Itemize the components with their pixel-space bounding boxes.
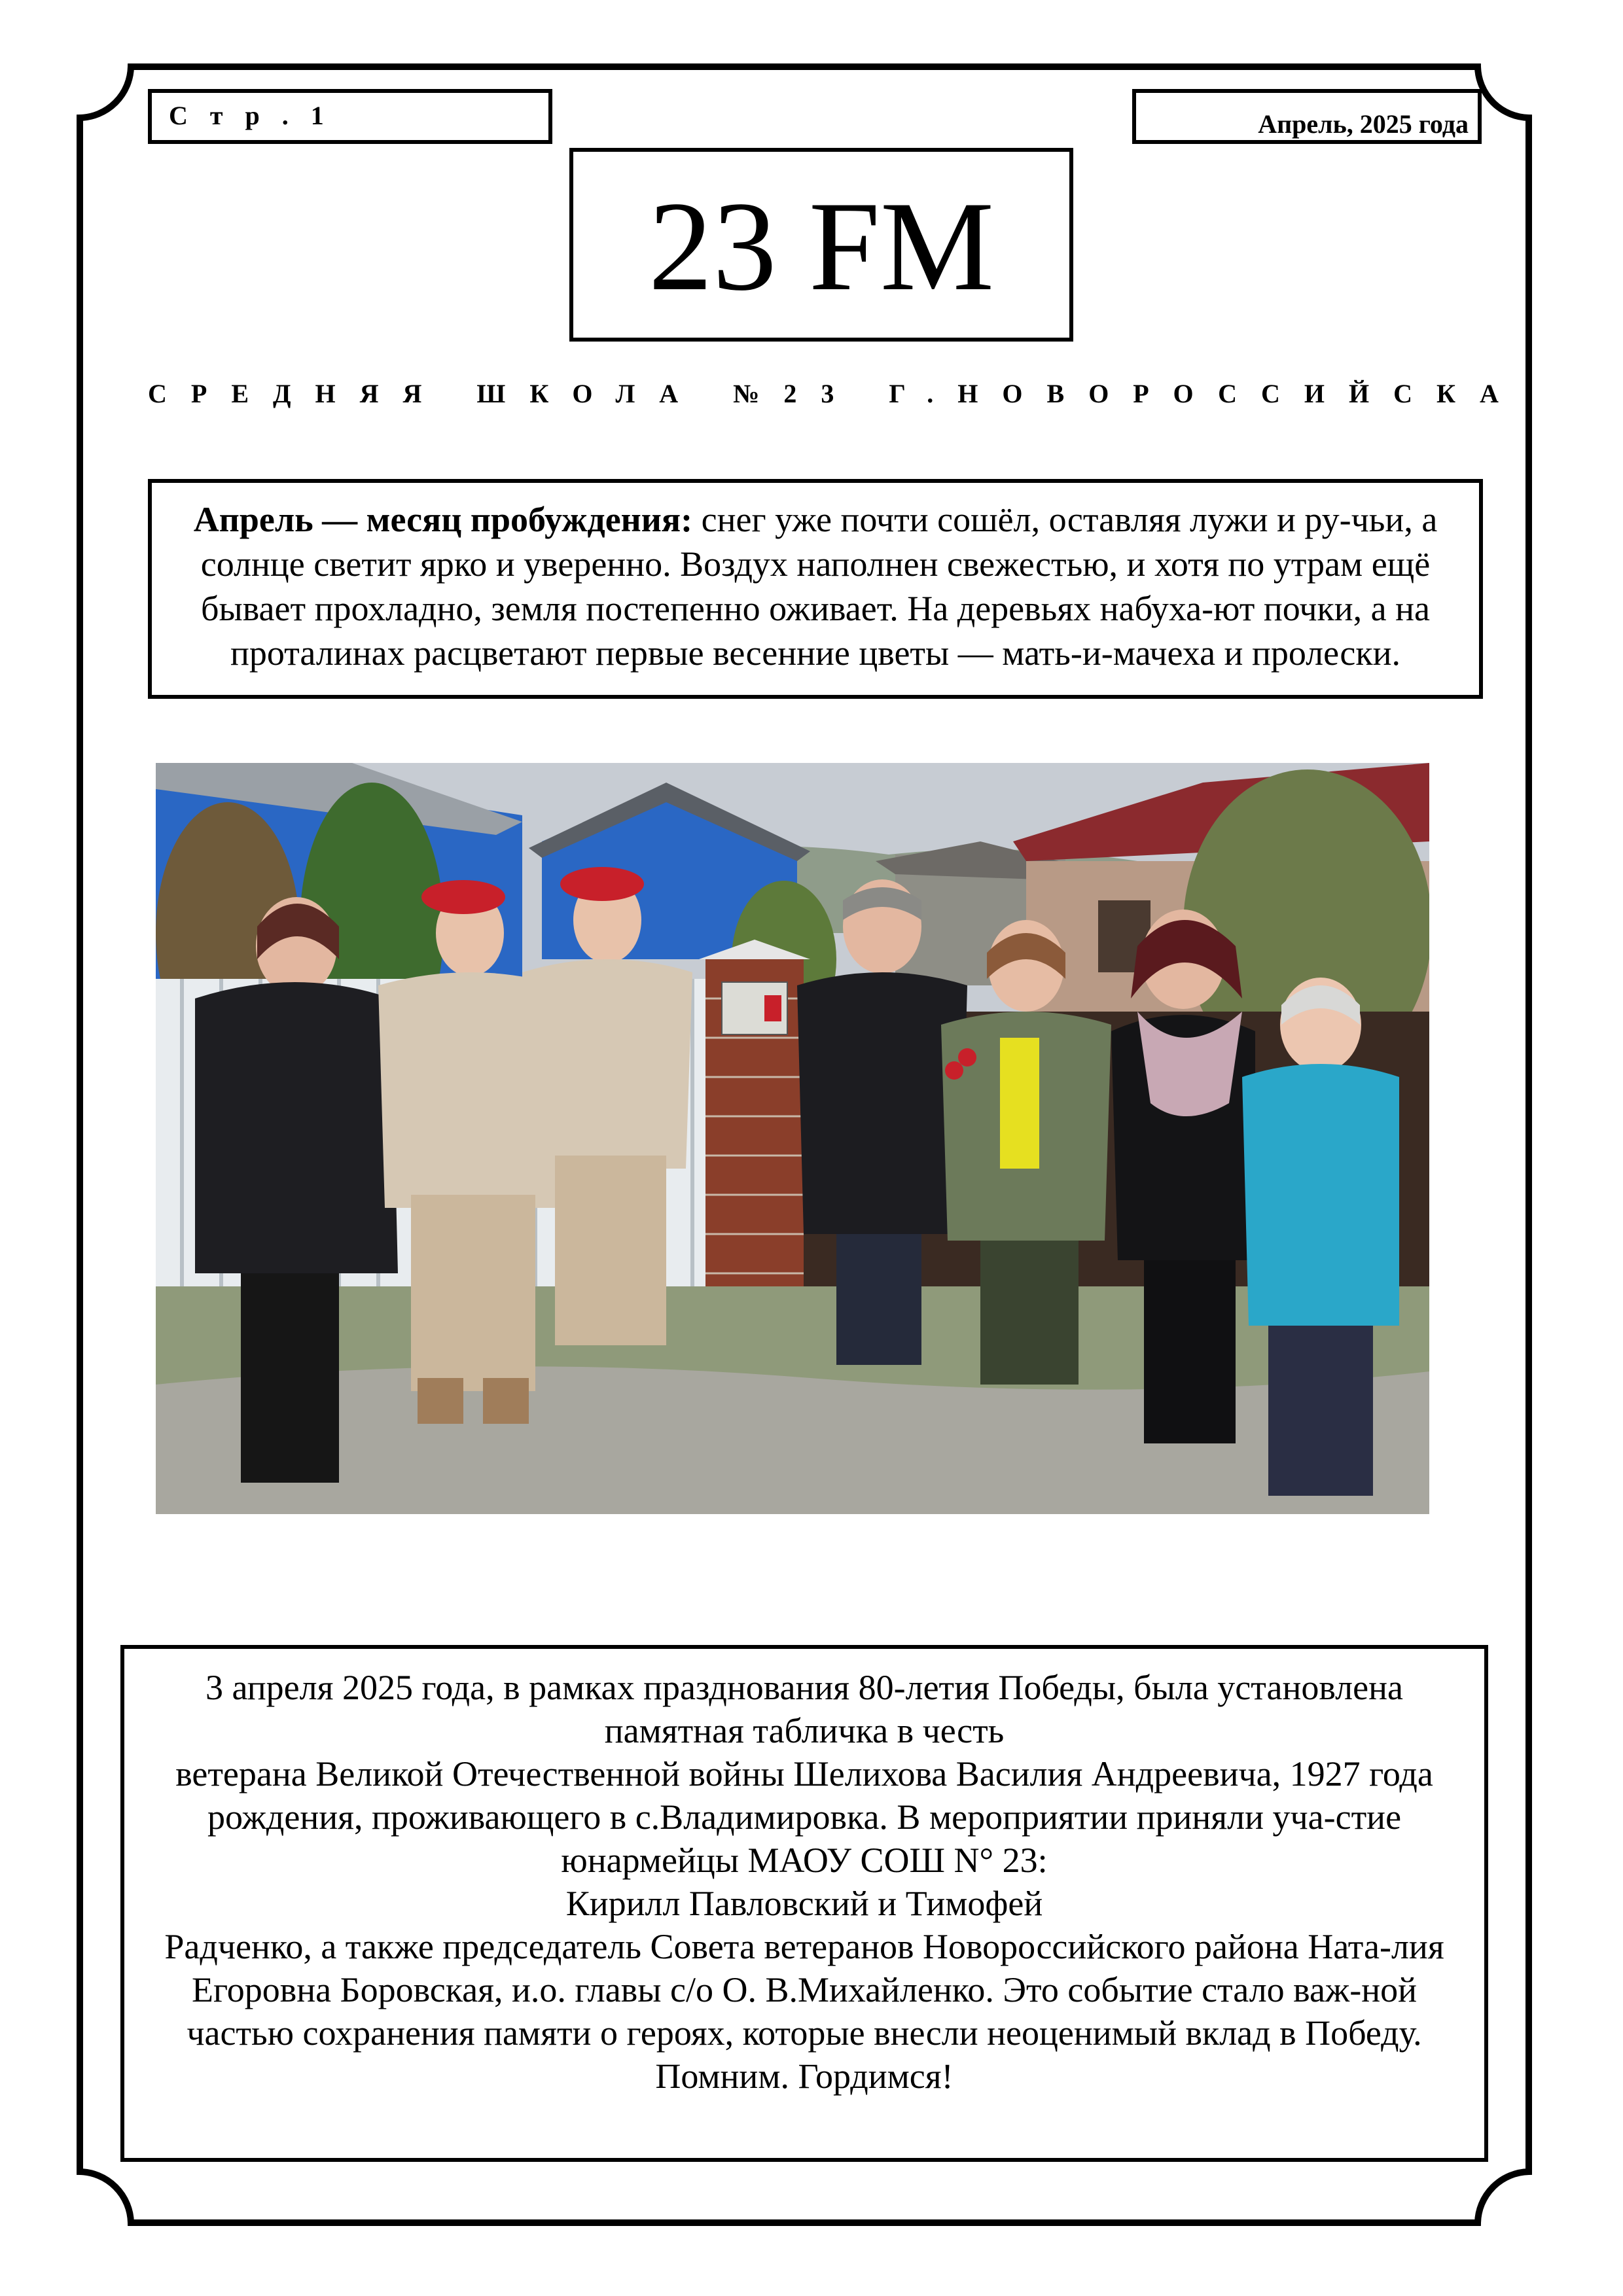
intro-lead: Апрель — месяц пробуждения: (193, 500, 693, 539)
page-number: С т р . 1 (148, 89, 552, 144)
story-paragraph (120, 1645, 1488, 2162)
issue-date: Апрель, 2025 года (1132, 89, 1482, 144)
story-closing: Помним. Гордимся! (655, 2057, 954, 2096)
story-line: 3 апреля 2025 года, в рамках празднования 80-летия Победы, была установлена памятная табличка в честь (205, 1668, 1403, 1750)
story-line: ветерана Великой Отечественной войны Шелихова Василия Андреевича, 1927 года рождения, проживающего в с.Владимировка. В мероприятии приняли уча-стие юнармейцы МАОУ СОШ N° 23: (175, 1754, 1433, 1880)
photo-scene (156, 763, 1429, 1514)
story-line: Кирилл Павловский и Тимофей (565, 1884, 1043, 1923)
story-line: Радченко, а также председатель Совета ветеранов Новороссийского района Ната-лия Егоровна Боровская, и.о. главы с/о О. В.Михайленко. Это событие стало важ-ной частью сохранения памяти о героях, которые внесли неоценимый вклад в Победу. (164, 1927, 1444, 2053)
intro-paragraph (148, 479, 1483, 699)
intro-text: снег уже почти сошёл, оставляя лужи и ру-чьи, а солнце светит ярко и уверенно. Воздух наполнен свежестью, и хотя по утрам ещё бывает прохладно, земля постепенно оживает. На деревьях набуха-ют почки, а на проталинах расцветают первые весенние цветы — мать-и-мачеха и пролески. (200, 500, 1438, 673)
school-name-line: СРЕДНЯЯ ШКОЛА №23 Г.НОВОРОССИЙСКА (148, 379, 1523, 408)
masthead-title: 23 FM (569, 148, 1073, 342)
memorial-photo (156, 763, 1429, 1514)
